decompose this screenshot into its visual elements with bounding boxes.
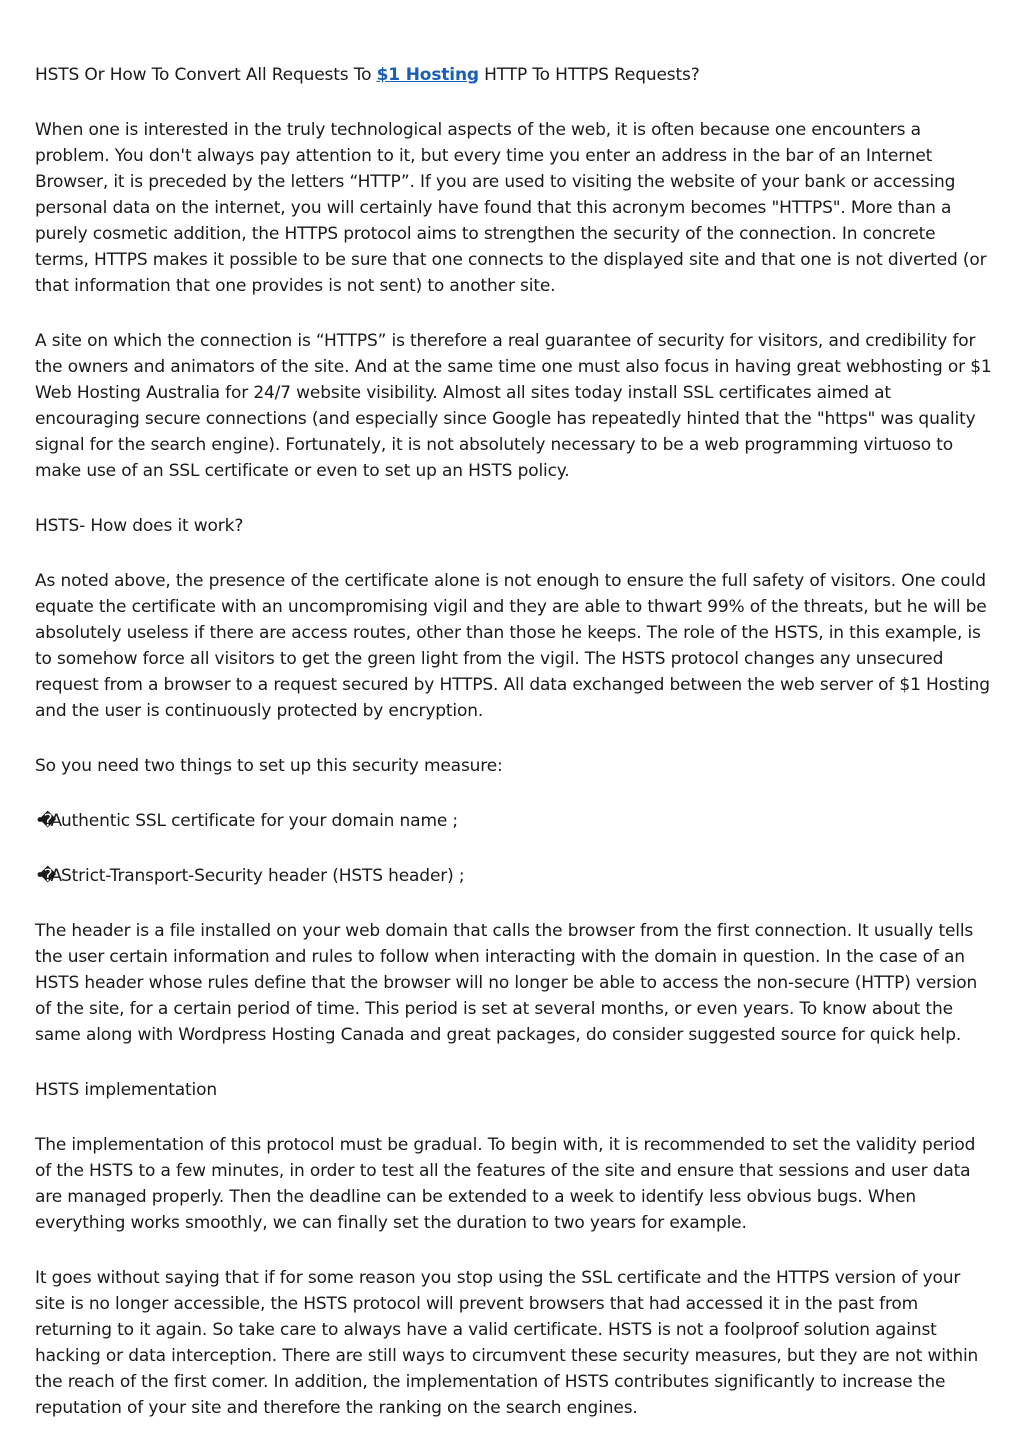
heading-implementation: HSTS implementation [35, 1080, 218, 1100]
title-after: HTTP To HTTPS Requests? [478, 65, 700, 85]
hosting-link[interactable]: $1 Hosting [376, 65, 479, 85]
list-item-header-text: Strict-Transport-Security header (HSTS header) ; [61, 866, 465, 886]
list-item-ssl [35, 808, 993, 834]
paragraph-two-things: So you need two things to set up this security measure: [35, 756, 503, 776]
bullet-icon: •�A [35, 811, 57, 831]
paragraph-header-explained: The header is a file installed on your web domain that calls the browser from the first connection. It usually tells the user certain information and rules to follow when interacting with the domain in question. In the case of an HSTS header whose rules define that the browser will no longer be able to access the non-secure (HTTP) version of the site, for a certain period of time. This period is set at several months, or even years. To know about the same along with Wordpress Hosting Canada and great packages, do consider suggested source for quick help. [35, 921, 978, 1045]
paragraph-implementation: The implementation of this protocol must be gradual. To begin with, it is recommended to set the validity period of the HSTS to a few minutes, in order to test all the features of the site and ensure that sessions and user data are managed properly. Then the deadline can be extended to a week to identify less obvious bugs. When everything works smoothly, we can finally set the duration to two years for example. [35, 1135, 976, 1233]
list-item-ssl-text: uthentic SSL certificate for your domain name ; [61, 811, 458, 831]
paragraph-https-guarantee: A site on which the connection is “HTTPS” is therefore a real guarantee of security for visitors, and credibility for the owners and animators of the site. And at the same time one must also focus in having great webhosting or $1 Web Hosting Australia for 24/7 website visibility. Almost all sites today install SSL certificates aimed at encouraging secure connections (and especially since Google has repeatedly hinted that the "https" was quality signal for the search engine). Fortunately, it is not absolutely necessary to be a web programming virtuoso to make use of an SSL certificate or even to set up an HSTS policy. [35, 331, 992, 481]
paragraph-certificate-vigil: As noted above, the presence of the certificate alone is not enough to ensure the full safety of visitors. One could equate the certificate with an uncompromising vigil and they are able to thwart 99% of the threats, but he will be absolutely useless if there are access routes, other than those he keeps. The role of the HSTS, in this example, is to somehow force all visitors to get the green light from the vigil. The HSTS protocol changes any unsecured request from a browser to a request secured by HTTPS. All data exchanged between the web server of $1 Hosting and the user is continuously protected by encryption. [35, 571, 990, 721]
heading-how-it-works: HSTS- How does it work? [35, 516, 244, 536]
paragraph-intro: When one is interested in the truly technological aspects of the web, it is often because one encounters a problem. You don't always pay attention to it, but every time you enter an address in the bar of an Internet Browser, it is preceded by the letters “HTTP”. If you are used to visiting the website of your bank or accessing personal data on the internet, you will certainly have found that this acronym becomes "HTTPS". More than a purely cosmetic addition, the HTTPS protocol aims to strengthen the security of the connection. In concrete terms, HTTPS makes it possible to be sure that one connects to the displayed site and that one is not diverted (or that information that one provides is not sent) to another site. [35, 120, 987, 296]
list-item-header [35, 863, 993, 889]
bullet-icon: •�A [35, 866, 57, 886]
document-body [35, 62, 993, 1450]
title-before: HSTS Or How To Convert All Requests To [35, 65, 377, 85]
paragraph-conclusion: It goes without saying that if for some reason you stop using the SSL certificate and the HTTPS version of your site is no longer accessible, the HSTS protocol will prevent browsers that had accessed it in the past from returning to it again. So take care to always have a valid certificate. HSTS is not a foolproof solution against hacking or data interception. There are still ways to circumvent these security measures, but they are not within the reach of the first comer. In addition, the implementation of HSTS contributes significantly to increase the reputation of your site and therefore the ranking on the search engines. [35, 1268, 979, 1418]
page-title [35, 62, 993, 88]
